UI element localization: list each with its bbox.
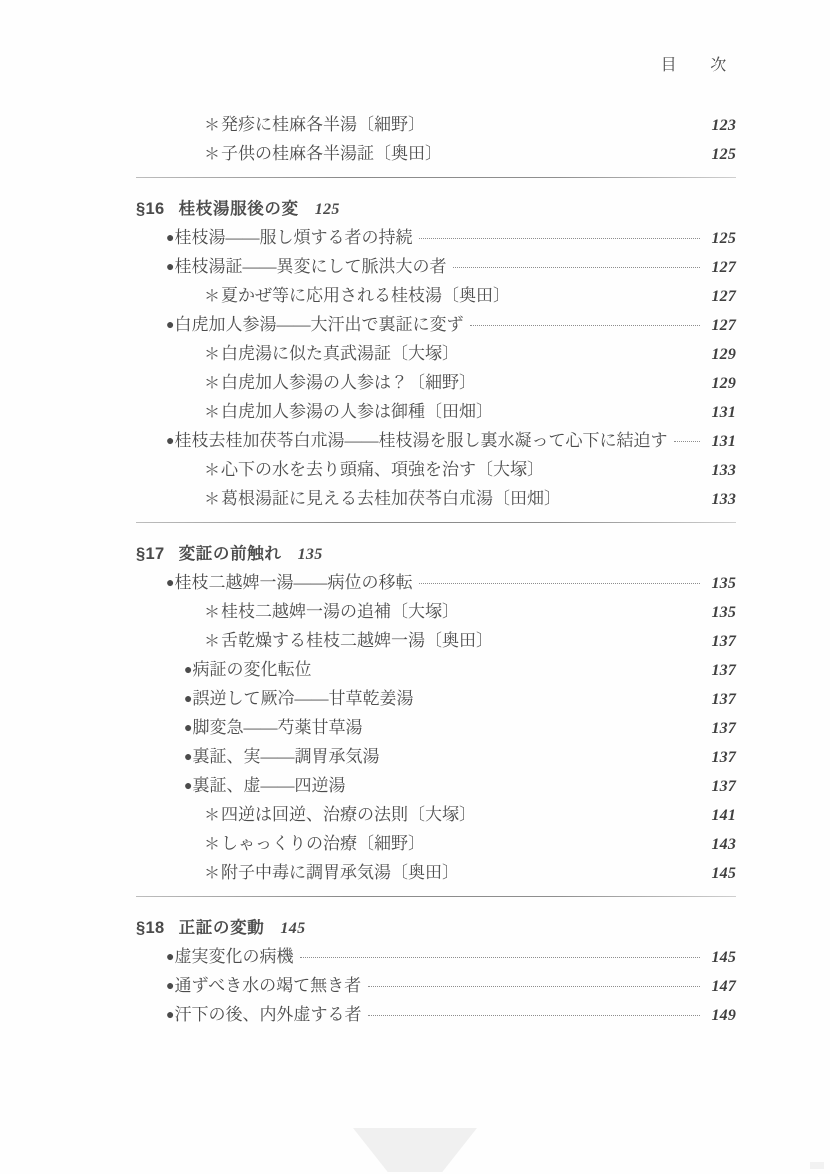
bullet-marker-icon: ● [184,691,193,707]
toc-entry[interactable] [184,713,736,742]
toc-page-number: 131 [711,403,736,421]
toc-page-number: 137 [711,748,736,766]
bullet-marker-icon: ● [166,978,175,994]
toc-entry[interactable] [204,368,736,397]
toc-entry-label: 虚実変化の病機 [174,946,294,966]
toc-entry[interactable] [204,626,736,655]
dot-leader [300,957,700,958]
toc-entry-label: 桂枝二越婢一湯——病位の移転 [174,572,413,592]
toc-entry-label: 誤逆して厥冷——甘草乾姜湯 [192,688,414,708]
toc-page-number: 135 [711,603,736,621]
toc-entry-label: 葛根湯証に見える去桂加茯苓白朮湯〔田畑〕 [221,488,562,508]
section-page-number: 135 [297,546,323,563]
toc-entry-label: 通ずべき水の竭て無き者 [174,975,362,995]
toc-page-number: 143 [711,835,736,853]
toc-entry-label: 舌乾燥する桂枝二越婢一湯〔奥田〕 [221,630,494,650]
toc-entry-label: 子供の桂麻各半湯証〔奥田〕 [221,143,443,163]
toc-entry[interactable] [166,426,736,455]
toc-entry[interactable] [204,281,736,310]
toc-entry-label: 病証の変化転位 [192,659,312,679]
toc-entry[interactable] [184,771,736,800]
toc-entry[interactable] [204,597,736,626]
star-marker-icon: ＊ [204,806,221,824]
toc-entry-label: 裏証、虚——四逆湯 [192,775,346,795]
toc-page-number: 141 [711,806,736,824]
bullet-marker-icon: ● [166,259,175,275]
toc-body [136,110,736,1029]
bullet-marker-icon: ● [184,720,193,736]
toc-page-number: 131 [711,432,736,450]
toc-entry-label: 桂枝去桂加茯苓白朮湯——桂枝湯を服し裏水凝って心下に結迫す [174,430,668,450]
toc-page-number: 149 [711,1006,736,1024]
toc-entry-label: 附子中毒に調胃承気湯〔奥田〕 [221,862,460,882]
bullet-marker-icon: ● [166,317,175,333]
toc-entry[interactable] [166,568,736,597]
toc-entry[interactable] [184,684,736,713]
toc-page-number: 137 [711,719,736,737]
toc-entry-label: 白虎湯に似た真武湯証〔大塚〕 [221,343,460,363]
star-marker-icon: ＊ [204,864,221,882]
running-head: 目 次 [660,57,735,74]
dot-leader [453,267,700,268]
toc-entry[interactable] [166,252,736,281]
toc-page-number: 133 [711,461,736,479]
toc-entry-label: 白虎加人参湯の人参は？〔細野〕 [221,372,477,392]
toc-entry[interactable] [204,455,736,484]
toc-page-number: 137 [711,690,736,708]
star-marker-icon: ＊ [204,835,221,853]
section-title: 正証の変動 [178,918,265,937]
star-marker-icon: ＊ [204,145,221,163]
dot-leader [419,238,700,239]
toc-entry[interactable] [204,397,736,426]
toc-page-number: 127 [711,316,736,334]
dot-leader [368,986,700,987]
toc-page-number: 125 [711,145,736,163]
section-heading[interactable] [136,533,736,568]
star-marker-icon: ＊ [204,403,221,421]
toc-entry-label: 脚変急——芍薬甘草湯 [192,717,363,737]
section-heading[interactable] [136,907,736,942]
bullet-marker-icon: ● [184,662,193,678]
toc-entry[interactable] [166,223,736,252]
star-marker-icon: ＊ [204,345,221,363]
star-marker-icon: ＊ [204,490,221,508]
toc-page-number: 135 [711,574,736,592]
dot-leader [674,441,700,442]
corner-mark [810,1162,824,1169]
toc-entry-label: 発疹に桂麻各半湯〔細野〕 [221,114,426,134]
toc-entry[interactable] [166,971,736,1000]
toc-entry-label: 汗下の後、内外虚する者 [174,1004,362,1024]
section-divider-rule [136,522,736,523]
toc-entry[interactable] [204,484,736,513]
section-number: §17 [136,545,165,563]
bullet-marker-icon: ● [184,778,193,794]
toc-entry-label: 四逆は回逆、治療の法則〔大塚〕 [221,804,477,824]
toc-entry-label: 桂枝二越婢一湯の追補〔大塚〕 [221,601,460,621]
section-number: §18 [136,919,165,937]
toc-entry-label: しゃっくりの治療〔細野〕 [221,833,426,853]
toc-entry-label: 夏かぜ等に応用される桂枝湯〔奥田〕 [221,285,511,305]
star-marker-icon: ＊ [204,461,221,479]
star-marker-icon: ＊ [204,116,221,134]
toc-entry-label: 白虎加人参湯——大汗出で裏証に変ず [174,314,464,334]
bullet-marker-icon: ● [184,749,193,765]
toc-page-number: 129 [711,345,736,363]
star-marker-icon: ＊ [204,603,221,621]
toc-entry-label: 裏証、実——調胃承気湯 [192,746,380,766]
toc-entry[interactable] [204,800,736,829]
toc-entry-label: 白虎加人参湯の人参は御種〔田畑〕 [221,401,494,421]
toc-page-number: 127 [711,287,736,305]
section-page-number: 125 [314,201,340,218]
star-marker-icon: ＊ [204,374,221,392]
foot-watermark-shape [353,1128,477,1172]
bullet-marker-icon: ● [166,1007,175,1023]
toc-entry[interactable] [166,942,736,971]
toc-page-number: 137 [711,777,736,795]
toc-page-number: 145 [711,948,736,966]
toc-page-number: 125 [711,229,736,247]
dot-leader [419,583,700,584]
toc-entry-label: 桂枝湯——服し煩する者の持続 [174,227,413,247]
dot-leader [470,325,700,326]
bullet-marker-icon: ● [166,230,175,246]
section-heading[interactable] [136,188,736,223]
section-page-number: 145 [280,920,306,937]
toc-page-number: 137 [711,661,736,679]
toc-entry[interactable] [204,339,736,368]
toc-entry[interactable] [184,742,736,771]
bullet-marker-icon: ● [166,433,175,449]
star-marker-icon: ＊ [204,632,221,650]
section-divider-rule [136,896,736,897]
toc-entry[interactable] [184,655,736,684]
bullet-marker-icon: ● [166,575,175,591]
toc-page-number: 137 [711,632,736,650]
section-title: 桂枝湯服後の変 [178,199,299,218]
dot-leader [368,1015,700,1016]
toc-page-number: 127 [711,258,736,276]
toc-page-number: 147 [711,977,736,995]
toc-page-number: 145 [711,864,736,882]
toc-entry[interactable] [204,110,736,139]
toc-entry[interactable] [204,139,736,168]
section-divider-rule [136,177,736,178]
toc-entry[interactable] [166,1000,736,1029]
toc-entry-label: 心下の水を去り頭痛、項強を治す〔大塚〕 [221,459,545,479]
toc-page-number: 123 [711,116,736,134]
toc-entry[interactable] [166,310,736,339]
section-number: §16 [136,200,165,218]
toc-entry-label: 桂枝湯証——異変にして脈洪大の者 [174,256,447,276]
section-title: 変証の前触れ [178,544,282,563]
bullet-marker-icon: ● [166,949,175,965]
toc-page-number: 133 [711,490,736,508]
toc-entry[interactable] [204,829,736,858]
toc-entry[interactable] [204,858,736,887]
toc-page-number: 129 [711,374,736,392]
star-marker-icon: ＊ [204,287,221,305]
